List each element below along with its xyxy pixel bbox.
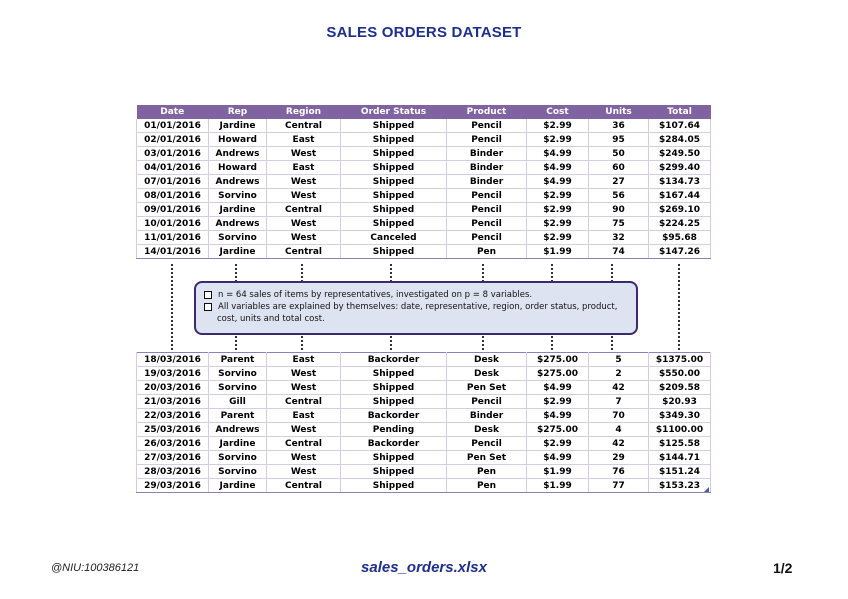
- table-cell: $284.05: [649, 133, 711, 147]
- table-cell: 02/01/2016: [137, 133, 209, 147]
- table-cell: $275.00: [527, 353, 589, 367]
- table-cell: $107.64: [649, 119, 711, 133]
- table-cell: Sorvino: [209, 451, 267, 465]
- table-cell: $4.99: [527, 175, 589, 189]
- table-row: [137, 423, 711, 437]
- table-cell: $2.99: [527, 437, 589, 451]
- resize-handle-icon[interactable]: [704, 487, 709, 492]
- table-cell: 95: [589, 133, 649, 147]
- table-cell: West: [267, 189, 341, 203]
- table-cell: Sorvino: [209, 367, 267, 381]
- table-cell: $2.99: [527, 189, 589, 203]
- table-cell: 27/03/2016: [137, 451, 209, 465]
- table-cell: $224.25: [649, 217, 711, 231]
- checkbox-bullet-icon: [204, 303, 212, 311]
- table-cell: Central: [267, 119, 341, 133]
- table-cell: Binder: [447, 409, 527, 423]
- footer-filename: sales_orders.xlsx: [361, 559, 487, 576]
- table-cell: $2.99: [527, 217, 589, 231]
- table-cell: $269.10: [649, 203, 711, 217]
- table-cell: 42: [589, 437, 649, 451]
- table-cell: 70: [589, 409, 649, 423]
- column-header: Rep: [209, 105, 267, 119]
- table-row: [137, 217, 711, 231]
- table-cell: 7: [589, 395, 649, 409]
- table-cell: $2.99: [527, 203, 589, 217]
- table-row: [137, 119, 711, 133]
- table-cell: Shipped: [341, 479, 447, 493]
- table-cell: East: [267, 133, 341, 147]
- table-cell: 25/03/2016: [137, 423, 209, 437]
- table-cell: Parent: [209, 409, 267, 423]
- table-cell: Jardine: [209, 479, 267, 493]
- table-cell: Gill: [209, 395, 267, 409]
- table-cell: Jardine: [209, 203, 267, 217]
- table-cell: Pencil: [447, 231, 527, 245]
- table-cell: 5: [589, 353, 649, 367]
- table-cell: Shipped: [341, 245, 447, 259]
- table-cell: Shipped: [341, 161, 447, 175]
- table-cell: $147.26: [649, 245, 711, 259]
- table-row: [137, 395, 711, 409]
- table-row: [137, 465, 711, 479]
- table-cell: Pen: [447, 479, 527, 493]
- table-cell: Sorvino: [209, 465, 267, 479]
- table-cell: $1.99: [527, 479, 589, 493]
- table-cell: Shipped: [341, 133, 447, 147]
- table-cell: $4.99: [527, 451, 589, 465]
- table-cell: $20.93: [649, 395, 711, 409]
- table-cell: 22/03/2016: [137, 409, 209, 423]
- table-cell: $275.00: [527, 423, 589, 437]
- table-row: [137, 381, 711, 395]
- table-cell: $4.99: [527, 161, 589, 175]
- table-cell: 27: [589, 175, 649, 189]
- column-header: Cost: [527, 105, 589, 119]
- table-cell: 2: [589, 367, 649, 381]
- table-cell: Pencil: [447, 119, 527, 133]
- table-cell: Andrews: [209, 217, 267, 231]
- table-row: [137, 189, 711, 203]
- table-cell: 01/01/2016: [137, 119, 209, 133]
- note-line-3: cost, units and total cost.: [217, 314, 325, 324]
- table-cell: 60: [589, 161, 649, 175]
- page-title: SALES ORDERS DATASET: [326, 24, 522, 41]
- data-table-top: [136, 105, 711, 259]
- table-cell: 77: [589, 479, 649, 493]
- table-cell: Central: [267, 245, 341, 259]
- table-cell: Pen Set: [447, 451, 527, 465]
- table-cell: 29/03/2016: [137, 479, 209, 493]
- table-cell: $2.99: [527, 231, 589, 245]
- table-cell: 42: [589, 381, 649, 395]
- table-cell: Canceled: [341, 231, 447, 245]
- table-cell: Shipped: [341, 451, 447, 465]
- dataset-note-box: [194, 281, 638, 335]
- table-cell: Sorvino: [209, 381, 267, 395]
- table-cell: 56: [589, 189, 649, 203]
- table-cell: Backorder: [341, 409, 447, 423]
- table-cell: Shipped: [341, 465, 447, 479]
- table-cell: Shipped: [341, 189, 447, 203]
- table-cell: Sorvino: [209, 189, 267, 203]
- table-cell: 07/01/2016: [137, 175, 209, 189]
- table-cell: 09/01/2016: [137, 203, 209, 217]
- table-cell: Backorder: [341, 353, 447, 367]
- table-cell: West: [267, 367, 341, 381]
- table-cell: 04/01/2016: [137, 161, 209, 175]
- data-table-bottom: [136, 352, 711, 493]
- table-row: [137, 353, 711, 367]
- table-cell: $1375.00: [649, 353, 711, 367]
- table-cell: 19/03/2016: [137, 367, 209, 381]
- table-cell: East: [267, 161, 341, 175]
- table-cell: Shipped: [341, 119, 447, 133]
- table-cell: 90: [589, 203, 649, 217]
- table-cell: Central: [267, 479, 341, 493]
- table-cell: Howard: [209, 161, 267, 175]
- table-cell: $125.58: [649, 437, 711, 451]
- table-cell: Binder: [447, 147, 527, 161]
- table-cell: Pen Set: [447, 381, 527, 395]
- column-header: Region: [267, 105, 341, 119]
- table-cell: West: [267, 381, 341, 395]
- column-header: Date: [137, 105, 209, 119]
- table-cell: Desk: [447, 367, 527, 381]
- table-cell: $2.99: [527, 395, 589, 409]
- table-cell: East: [267, 409, 341, 423]
- table-cell: $299.40: [649, 161, 711, 175]
- table-row: [137, 437, 711, 451]
- table-cell: 14/01/2016: [137, 245, 209, 259]
- table-cell: $209.58: [649, 381, 711, 395]
- table-cell: 26/03/2016: [137, 437, 209, 451]
- table-cell: West: [267, 451, 341, 465]
- table-cell: $167.44: [649, 189, 711, 203]
- table-row: [137, 409, 711, 423]
- table-cell: $1.99: [527, 465, 589, 479]
- checkbox-bullet-icon: [204, 291, 212, 299]
- table-cell: $95.68: [649, 231, 711, 245]
- table-cell: 20/03/2016: [137, 381, 209, 395]
- table-cell: West: [267, 217, 341, 231]
- table-cell: East: [267, 353, 341, 367]
- table-cell: Shipped: [341, 147, 447, 161]
- table-cell: $349.30: [649, 409, 711, 423]
- table-cell: $275.00: [527, 367, 589, 381]
- table-cell: 32: [589, 231, 649, 245]
- table-cell: 29: [589, 451, 649, 465]
- table-cell: Pencil: [447, 203, 527, 217]
- table-cell: Shipped: [341, 395, 447, 409]
- table-cell: Pencil: [447, 395, 527, 409]
- table-cell: $2.99: [527, 133, 589, 147]
- table-cell: Shipped: [341, 217, 447, 231]
- table-cell: $151.24: [649, 465, 711, 479]
- table-cell: Jardine: [209, 245, 267, 259]
- table-cell: Andrews: [209, 147, 267, 161]
- table-cell: 10/01/2016: [137, 217, 209, 231]
- table-cell: 03/01/2016: [137, 147, 209, 161]
- table-row: [137, 245, 711, 259]
- table-cell: Central: [267, 437, 341, 451]
- table-row: [137, 161, 711, 175]
- table-cell: 50: [589, 147, 649, 161]
- table-row: [137, 451, 711, 465]
- table-cell: Jardine: [209, 119, 267, 133]
- table-cell: Andrews: [209, 175, 267, 189]
- table-cell: Pending: [341, 423, 447, 437]
- table-cell: West: [267, 175, 341, 189]
- table-cell: Sorvino: [209, 231, 267, 245]
- table-cell: $4.99: [527, 147, 589, 161]
- table-cell: 74: [589, 245, 649, 259]
- table-cell: $4.99: [527, 381, 589, 395]
- table-row: [137, 147, 711, 161]
- table-row: [137, 203, 711, 217]
- table-cell: Jardine: [209, 437, 267, 451]
- table-cell: 21/03/2016: [137, 395, 209, 409]
- table-cell: $4.99: [527, 409, 589, 423]
- table-cell: Pen: [447, 245, 527, 259]
- table-row: [137, 367, 711, 381]
- table-cell: Andrews: [209, 423, 267, 437]
- table-cell: Shipped: [341, 175, 447, 189]
- table-cell: $249.50: [649, 147, 711, 161]
- table-cell: Parent: [209, 353, 267, 367]
- table-cell: 08/01/2016: [137, 189, 209, 203]
- table-cell: Backorder: [341, 437, 447, 451]
- table-cell: West: [267, 465, 341, 479]
- table-cell: 11/01/2016: [137, 231, 209, 245]
- table-cell: $134.73: [649, 175, 711, 189]
- table-cell: Pencil: [447, 189, 527, 203]
- table-cell: Desk: [447, 423, 527, 437]
- table-cell: Shipped: [341, 367, 447, 381]
- footer-page-number: 1/2: [773, 560, 793, 576]
- table-cell: Binder: [447, 175, 527, 189]
- table-cell: Pencil: [447, 133, 527, 147]
- table-cell: 4: [589, 423, 649, 437]
- table-cell: 76: [589, 465, 649, 479]
- table-cell: West: [267, 423, 341, 437]
- table-cell: Binder: [447, 161, 527, 175]
- table-cell: $1100.00: [649, 423, 711, 437]
- table-row: [137, 175, 711, 189]
- table-cell: Pencil: [447, 217, 527, 231]
- table-cell: 28/03/2016: [137, 465, 209, 479]
- column-header: Units: [589, 105, 649, 119]
- table-cell: 36: [589, 119, 649, 133]
- note-line-2: All variables are explained by themselves: date, representative, region, order status, product,: [218, 302, 618, 312]
- table-cell: $550.00: [649, 367, 711, 381]
- table-cell: Central: [267, 203, 341, 217]
- table-cell: Shipped: [341, 381, 447, 395]
- table-cell: $153.23: [649, 479, 711, 493]
- table-cell: $144.71: [649, 451, 711, 465]
- table-cell: Desk: [447, 353, 527, 367]
- table-row: [137, 133, 711, 147]
- note-line-1: n = 64 sales of items by representatives, investigated on p = 8 variables.: [218, 290, 533, 300]
- column-header: Total: [649, 105, 711, 119]
- footer-author: @NIU:100386121: [51, 562, 140, 574]
- table-row: [137, 231, 711, 245]
- table-cell: 75: [589, 217, 649, 231]
- table-row: [137, 479, 711, 493]
- table-cell: Pen: [447, 465, 527, 479]
- table-cell: Shipped: [341, 203, 447, 217]
- table-cell: $2.99: [527, 119, 589, 133]
- column-header: Product: [447, 105, 527, 119]
- table-cell: Central: [267, 395, 341, 409]
- table-cell: Pencil: [447, 437, 527, 451]
- table-cell: West: [267, 231, 341, 245]
- table-cell: Howard: [209, 133, 267, 147]
- table-cell: $1.99: [527, 245, 589, 259]
- table-cell: 18/03/2016: [137, 353, 209, 367]
- table-cell: West: [267, 147, 341, 161]
- column-header: Order Status: [341, 105, 447, 119]
